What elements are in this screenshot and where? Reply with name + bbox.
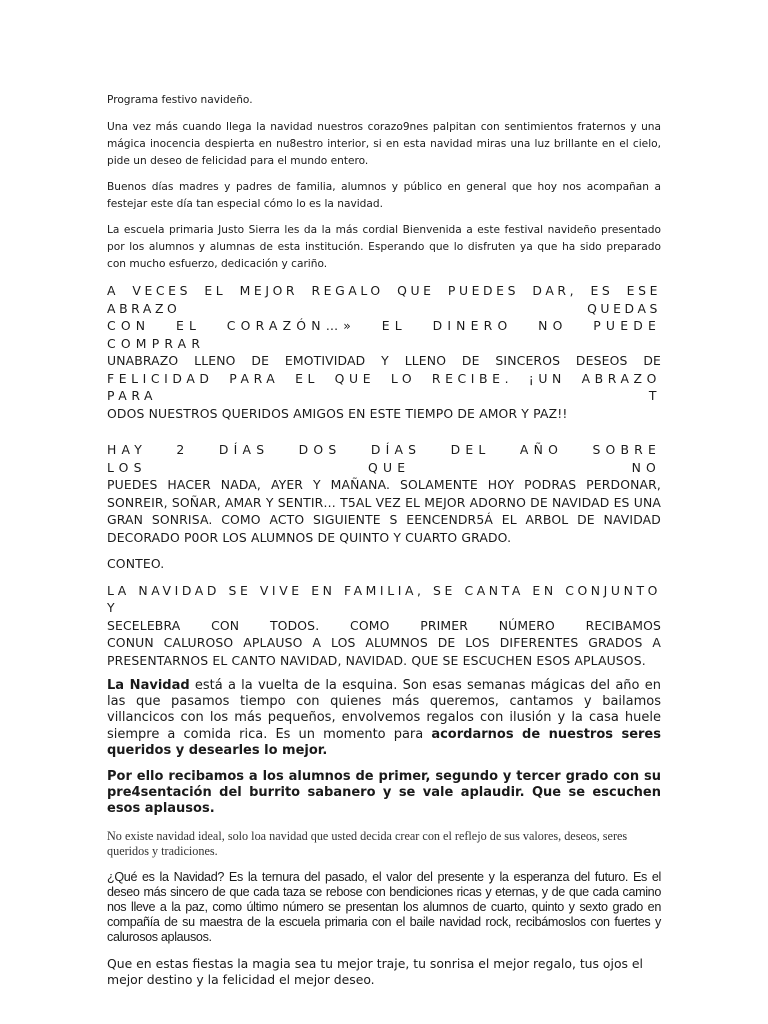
ideal-navidad-paragraph: No existe navidad ideal, solo loa navidad que usted decida crear con el reflejo de sus valores, deseos, seres queridos y tradiciones. <box>107 828 628 858</box>
burrito-paragraph: Por ello recibamos a los alumnos de primer, segundo y tercer grado con su pre4sentación del burrito sabanero y se vale aplaudir. Que se escuchen esos aplausos. <box>107 769 661 817</box>
closing-paragraph: Que en estas fiestas la magia sea tu mejor traje, tu sonrisa el mejor regalo, tus ojos el mejor destino y la felicidad el mejor deseo. <box>107 955 643 987</box>
hug-line-3: UNABRAZO LLENO DE EMOTIVIDAD Y LLENO DE SINCEROS DESEOS DE <box>107 353 661 368</box>
family-line-1: LA NAVIDAD SE VIVE EN FAMILIA, SE CANTA EN CONJUNTO Y <box>107 582 661 615</box>
navidad-paragraph <box>107 678 661 759</box>
doc-title: Programa festivo navideño. <box>107 94 253 106</box>
intro-paragraph: Una vez más cuando llega la navidad nuestros corazo9nes palpitan con sentimientos fraternos y una mágica inocencia despierta en nu8estro interior, si en esta navidad miras una luz brillante en el cielo, pide un deseo de felicidad para el mundo entero. <box>107 121 661 167</box>
navidad-text: está a la vuelta de la esquina. Son esas semanas mágicas del año en las que pasamos tiempo con quienes más queremos, cantamos y bailamos villancicos con los más pequeños, envolvemos regalos con ilusión y la casa huele siempre a comida rica. Es un momento para <box>107 678 661 742</box>
two-days-line-1: HAY 2 DÍAS DOS DÍAS DEL AÑO SOBRE LOS QUE NO <box>107 442 661 475</box>
hug-paragraph <box>107 282 661 422</box>
hug-line-5: ODOS NUESTROS QUERIDOS AMIGOS EN ESTE TIEMPO DE AMOR Y PAZ!! <box>107 405 568 421</box>
hug-line-2: CON EL CORAZÓN…» EL DINERO NO PUEDE COMPRAR <box>107 318 661 351</box>
navidad-bold-lead: La Navidad <box>107 678 190 693</box>
hug-line-1: A VECES EL MEJOR REGALO QUE PUEDES DAR, ES ESE ABRAZO QUEDAS <box>107 283 661 316</box>
two-days-paragraph <box>107 441 661 546</box>
navidad-bold-tail: acordarnos de nuestros seres queridos y desearles lo mejor. <box>107 726 661 758</box>
hug-line-4: FELICIDAD PARA EL QUE LO RECIBE. ¡UN ABRAZO PARA T <box>107 370 661 403</box>
greeting-paragraph: Buenos días madres y padres de familia, alumnos y público en general que hoy nos acompañan a festejar este día tan especial cómo lo es la navidad. <box>107 181 661 210</box>
family-line-2: SECELEBRA CON TODOS. COMO PRIMER NÚMERO RECIBAMOS <box>107 617 661 633</box>
conteo-label: CONTEO. <box>107 556 165 571</box>
welcome-paragraph: La escuela primaria Justo Sierra les da la más cordial Bienvenida a este festival navideño presentado por los alumnos y alumnas de esta institución. Esperando que lo disfruten ya que ha sido preparado con mucho esfuerzo, dedicación y cariño. <box>107 224 661 270</box>
family-rest: CONUN CALUROSO APLAUSO A LOS ALUMNOS DE LOS DIFERENTES GRADOS A PRESENTARNOS EL CANTO NAVIDAD, NAVIDAD. QUE SE ESCUCHEN ESOS APLAUSOS. <box>107 635 661 668</box>
family-paragraph <box>107 582 661 670</box>
two-days-rest: PUEDES HACER NADA, AYER Y MAÑANA. SOLAMENTE HOY PODRAS PERDONAR, SONREIR, SOÑAR, AMAR Y SENTIR… T5AL VEZ EL MEJOR ADORNO DE NAVIDAD ES UNA GRAN SONRISA. COMO ACTO SIGUIENTE S EENCENDR5Á EL ARBOL DE NAVIDAD DECORADO P0OR LOS ALUMNOS DE QUINTO Y CUARTO GRADO. <box>107 477 661 545</box>
document-page <box>107 92 661 988</box>
que-es-navidad-paragraph: ¿Qué es la Navidad? Es la ternura del pasado, el valor del presente y la esperanza del futuro. Es el deseo más sincero de que cada taza se rebose con bendiciones ricas y eternas, y de que cada camino nos lleve a la paz, como último número se presentan los alumnos de cuarto, quinto y sexto grado en compañía de su maestra de la escuela primaria con el baile navidad rock, recibámoslos con fuertes y calurosos aplausos. <box>107 869 661 944</box>
